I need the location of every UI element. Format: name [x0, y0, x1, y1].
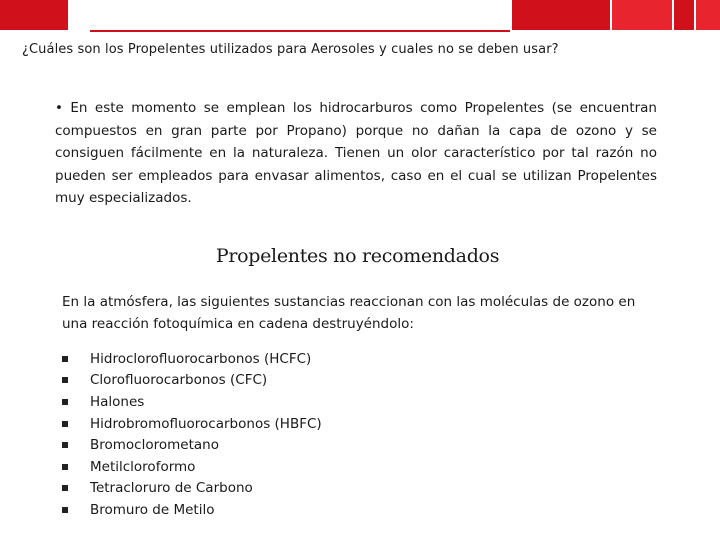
square-bullet-icon — [62, 442, 68, 448]
header-block — [674, 0, 694, 30]
list-item — [62, 478, 322, 500]
list-item — [62, 391, 322, 413]
square-bullet-icon — [62, 464, 68, 470]
header-block — [612, 0, 672, 30]
list-item-label: Bromoclorometano — [90, 437, 219, 454]
header-block — [512, 0, 610, 30]
list-item-label: Tetracloruro de Carbono — [90, 480, 253, 497]
section-heading: Propelentes no recomendados — [215, 245, 500, 267]
body-paragraph: • En este momento se emplean los hidrocarburos como Propelentes (se encuentran compuestos en gran parte por Propano) porque no dañan la capa de ozono y se consiguen fácilmente en la naturaleza. Tienen un olor característico por tal razón no pueden ser empleados para envasar alimentos, caso en el cual se utilizan Propelentes muy especializados. — [55, 100, 657, 206]
list-item-label: Bromuro de Metilo — [90, 501, 215, 518]
square-bullet-icon — [62, 507, 68, 513]
list-item — [62, 413, 322, 435]
header-block — [90, 0, 510, 32]
list-item — [62, 348, 322, 370]
substance-list — [62, 348, 322, 521]
list-item-label: Hidroclorofluorocarbonos (HCFC) — [90, 350, 312, 367]
header-block — [0, 0, 68, 30]
square-bullet-icon — [62, 399, 68, 405]
list-item-label: Clorofluorocarbonos (CFC) — [90, 372, 268, 389]
slide-question: ¿Cuáles son los Propelentes utilizados para Aerosoles y cuales no se deben usar? — [22, 42, 559, 57]
square-bullet-icon — [62, 421, 68, 427]
list-item-label: Halones — [90, 393, 145, 410]
square-bullet-icon — [62, 485, 68, 491]
header-block — [696, 0, 720, 30]
intro-paragraph: En la atmósfera, las siguientes sustancias reaccionan con las moléculas de ozono en una reacción fotoquímica en cadena destruyéndolo: — [62, 294, 636, 332]
list-item — [62, 499, 322, 521]
decorative-header-bar — [0, 0, 720, 32]
square-bullet-icon — [62, 356, 68, 362]
list-item-label: Metilcloroformo — [90, 458, 196, 475]
list-item — [62, 434, 322, 456]
list-item — [62, 456, 322, 478]
list-item-label: Hidrobromofluorocarbonos (HBFC) — [90, 415, 322, 432]
list-item — [62, 370, 322, 392]
square-bullet-icon — [62, 377, 68, 383]
